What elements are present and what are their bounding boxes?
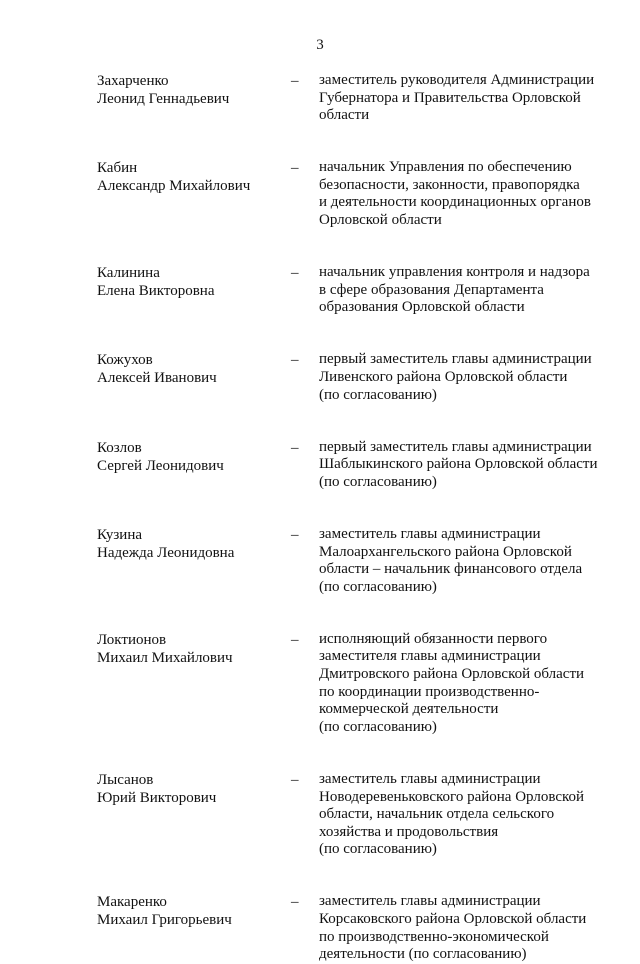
member-position-line: безопасности, законности, правопорядка [319,176,580,193]
member-entry [0,264,640,317]
member-dash: – [291,527,299,543]
member-position [319,631,609,737]
member-entry [0,159,640,229]
member-position-line: заместителя главы администрации [319,648,541,665]
member-dash: – [291,631,299,648]
member-position-line: Орловской области [319,212,442,229]
member-position [319,439,609,492]
member-entry [0,526,640,596]
member-position-line: начальник Управления по обеспечению [319,159,572,176]
member-position-line: заместитель главы администрации [319,526,541,542]
member-position-line: заместитель руководителя Администрации [319,72,595,88]
member-position-line: Ливенского района Орловской области [319,369,568,386]
member-dash: – [291,73,299,89]
member-entry [0,771,640,859]
member-dash: – [291,771,299,788]
member-position-line: деятельности (по согласованию) [319,946,527,963]
member-name [97,72,277,108]
member-position-line: (по согласованию) [319,841,437,858]
member-dash: – [291,352,299,369]
member-position-line: (по согласованию) [319,386,437,403]
member-given-names: Елена Викторовна [97,283,215,300]
member-surname: Локтионов [97,631,167,648]
member-position [319,771,609,859]
member-given-names: Алексей Иванович [97,370,217,387]
member-given-names: Сергей Леонидович [97,457,224,474]
member-position-line: (по согласованию) [319,473,437,490]
member-position-line: хозяйства и продовольствия [319,823,499,840]
member-position-line: заместитель главы администрации [319,893,541,910]
member-entry [0,351,640,404]
member-given-names: Михаил Михайлович [97,649,233,666]
member-position-line: Новодеревеньковского района Орловской [319,788,585,805]
member-position-line: заместитель главы администрации [319,770,541,787]
member-position-line: и деятельности координационных органов [319,194,591,211]
member-position-line: в сфере образования Департамента [319,281,544,298]
member-entry [0,439,640,492]
member-entry [0,72,640,125]
member-name [97,771,277,807]
member-name [97,631,277,667]
member-surname: Кузина [97,527,143,543]
page-number: 3 [316,37,324,53]
member-position-line: первый заместитель главы администрации [319,438,592,455]
member-surname: Кабин [97,160,138,177]
member-surname: Калинина [97,265,160,282]
member-surname: Кожухов [97,352,153,369]
member-dash: – [291,265,299,282]
member-name [97,264,277,300]
member-position-line: коммерческой деятельности [319,701,499,718]
member-dash: – [291,160,299,177]
member-position-line: по производственно-экономической [319,928,549,945]
member-entry [0,631,640,737]
member-position-line: начальник управления контроля и надзора [319,264,590,281]
member-position-line: Дмитровского района Орловской области [319,666,585,683]
member-given-names: Надежда Леонидовна [97,545,235,561]
member-position [319,264,609,317]
member-position-line: исполняющий обязанности первого [319,630,548,647]
member-dash: – [291,894,299,911]
member-given-names: Юрий Викторович [97,789,217,806]
member-position-line: Шаблыкинского района Орловской области [319,456,598,473]
member-position-line: Малоархангельского района Орловской [319,543,572,560]
member-name [97,439,277,475]
member-name [97,526,277,562]
member-surname: Макаренко [97,894,167,911]
member-list [0,72,640,964]
member-position-line: области – начальник финансового отдела [319,561,583,578]
member-position [319,526,609,596]
member-position [319,72,609,125]
member-given-names: Леонид Геннадьевич [97,91,230,107]
member-position-line: (по согласованию) [319,718,437,735]
member-position-line: области [319,107,370,124]
member-name [97,351,277,387]
member-position [319,351,609,404]
member-position-line: (по согласованию) [319,578,437,595]
member-position-line: образования Орловской области [319,299,525,316]
member-name [97,893,277,929]
member-given-names: Михаил Григорьевич [97,912,232,929]
member-entry [0,893,640,963]
member-surname: Козлов [97,439,142,456]
member-position-line: Корсаковского района Орловской области [319,911,587,927]
member-position-line: области, начальник отдела сельского [319,806,555,823]
member-position-line: первый заместитель главы администрации [319,351,592,368]
member-position-line: по координации производственно- [319,683,540,700]
member-dash: – [291,439,299,456]
member-surname: Лысанов [97,771,154,788]
member-surname: Захарченко [97,73,169,89]
member-given-names: Александр Михайлович [97,178,251,195]
member-position [319,893,609,963]
member-position-line: Губернатора и Правительства Орловской [319,89,581,106]
member-name [97,159,277,195]
member-position [319,159,609,229]
